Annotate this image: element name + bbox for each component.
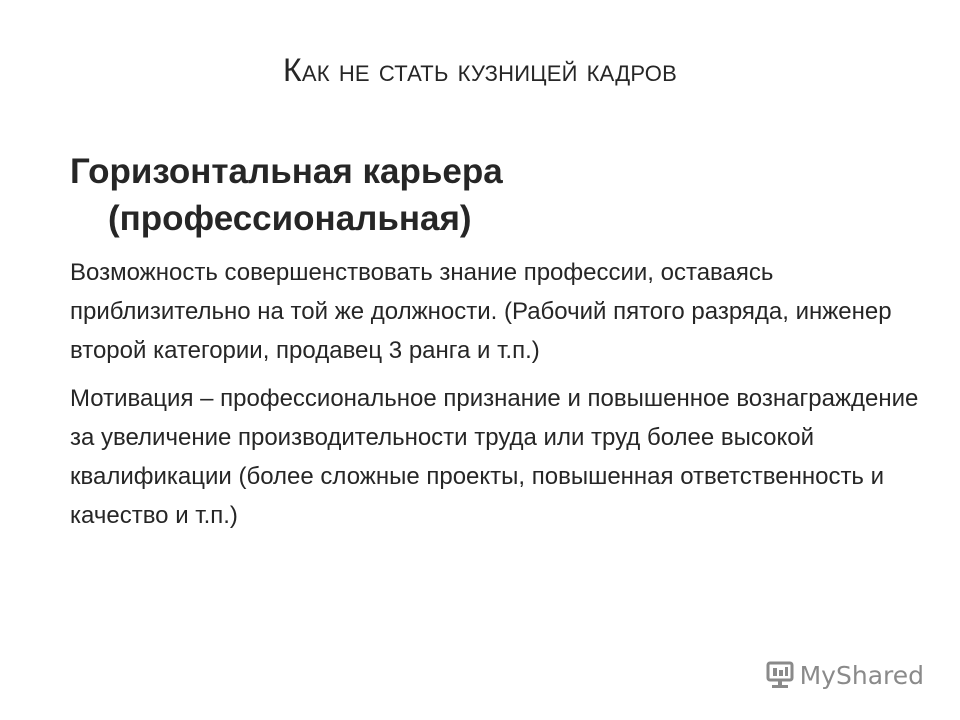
paragraph-motivation: Мотивация – профессиональное признание и повышенное вознаграждение за увеличение производительности труда или труд более высокой квалификации (более сложные проекты, повышенная ответственность и качество и т.п.) xyxy=(70,385,919,529)
myshared-watermark[interactable] xyxy=(765,660,924,690)
watermark-text: MyShared xyxy=(799,660,924,690)
paragraph-opportunity: Возможность совершенствовать знание профессии, оставаясь приблизительно на той же должности. (Рабочий пятого разряда, инженер второй категории, продавец 3 ранга и т.п.) xyxy=(70,259,892,364)
heading-line-1: Горизонтальная карьера xyxy=(70,152,503,191)
section-heading xyxy=(70,148,930,242)
slide-content xyxy=(70,148,930,535)
heading-line-2: (профессиональная) xyxy=(108,199,472,238)
slide-title: Как не стать кузницей кадров xyxy=(283,52,677,88)
myshared-logo-icon xyxy=(765,660,795,690)
